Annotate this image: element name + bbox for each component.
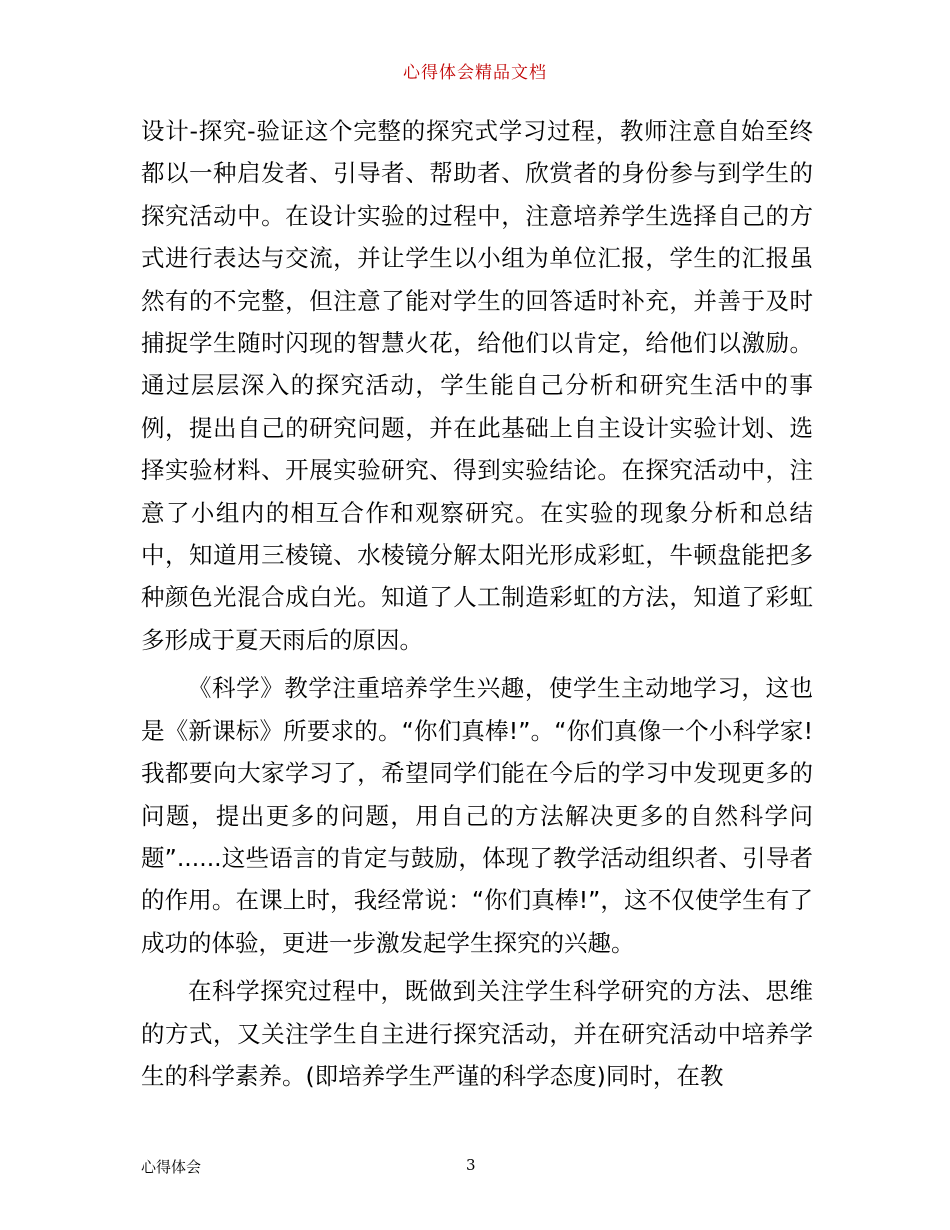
page-number: 3 (466, 1156, 476, 1174)
footer-label: 心得体会 (141, 1158, 202, 1176)
document-body (141, 110, 813, 1097)
paragraph-3: 在科学探究过程中，既做到关注学生科学研究的方法、思维的方式，又关注学生自主进行探究活动，并在研究活动中培养学生的科学素养。(即培养学生严谨的科学态度)同时，在教 (141, 977, 813, 1090)
page-header-title: 心得体会精品文档 (403, 63, 547, 83)
paragraph-1: 设计-探究-验证这个完整的探究式学习过程，教师注意自始至终都以一种启发者、引导者、帮助者、欣赏者的身份参与到学生的探究活动中。在设计实验的过程中，注意培养学生选择自己的方式进行表达与交流，并让学生以小组为单位汇报，学生的汇报虽然有的不完整，但注意了能对学生的回答适时补充，并善于及时捕捉学生随时闪现的智慧火花，给他们以肯定，给他们以激励。通过层层深入的探究活动，学生能自己分析和研究生活中的事例，提出自己的研究问题，并在此基础上自主设计实验计划、选择实验材料、开展实验研究、得到实验结论。在探究活动中，注意了小组内的相互合作和观察研究。在实验的现象分析和总结中，知道用三棱镜、水棱镜分解太阳光形成彩虹，牛顿盘能把多种颜色光混合成白光。知道了人工制造彩虹的方法，知道了彩虹多形成于夏天雨后的原因。 (141, 117, 813, 654)
paragraph-2: 《科学》教学注重培养学生兴趣，使学生主动地学习，这也是《新课标》所要求的。“你们真棒!”。“你们真像一个小科学家!我都要向大家学习了，希望同学们能在今后的学习中发现更多的问题，提出更多的问题，用自己的方法解决更多的自然科学问题”......这些语言的肯定与鼓励，体现了教学活动组织者、引导者的作用。在课上时，我经常说：“你们真棒!”，这不仅使学生有了成功的体验，更进一步激发起学生探究的兴趣。 (141, 674, 813, 957)
